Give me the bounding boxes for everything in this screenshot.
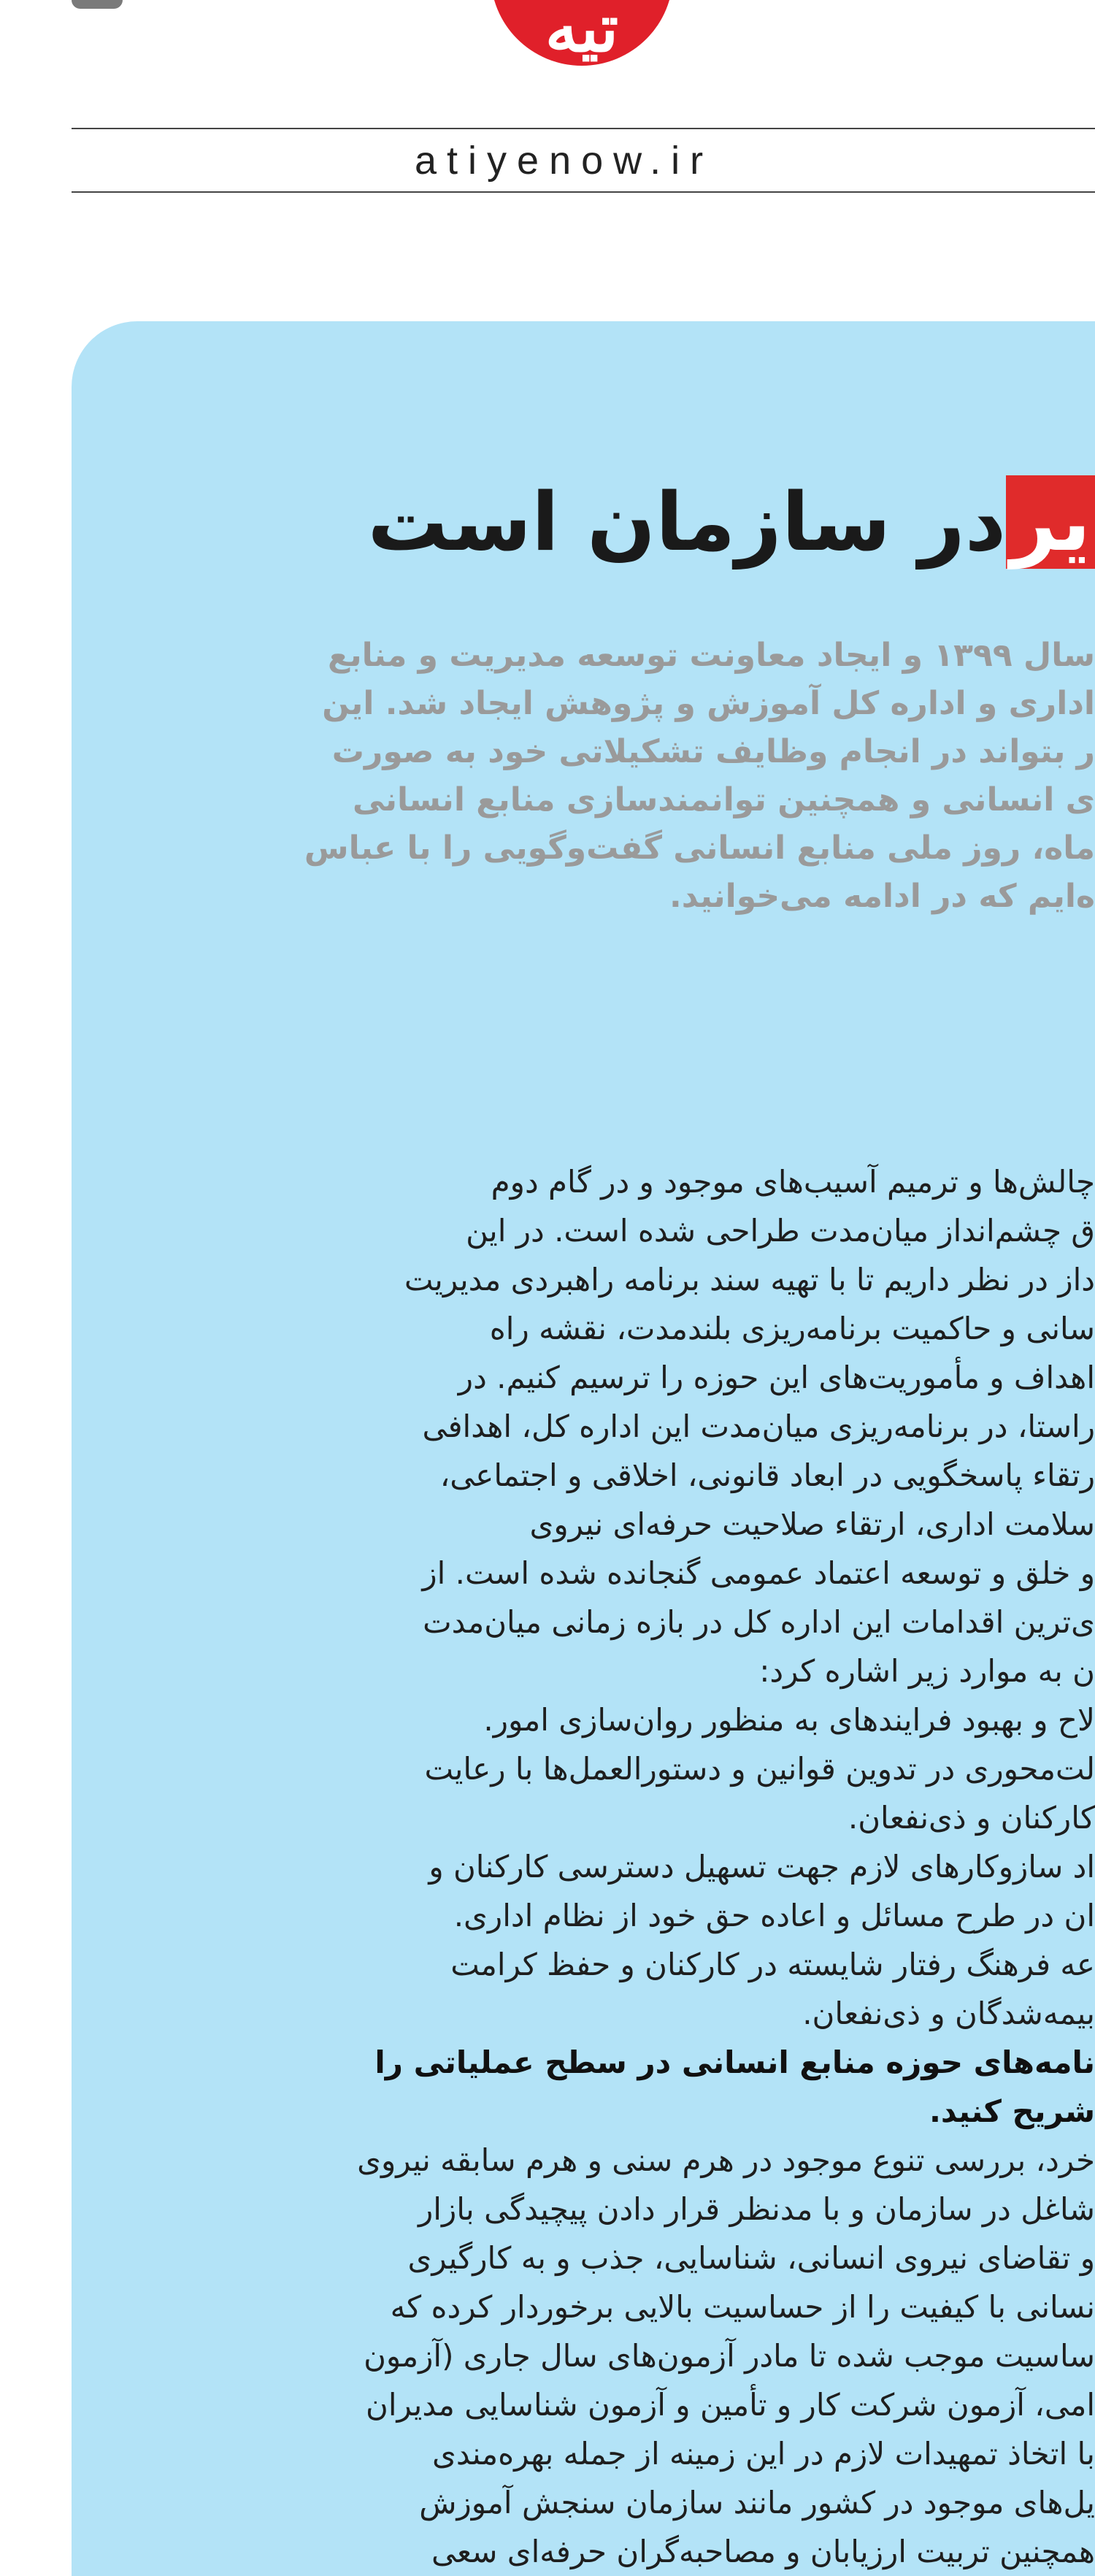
body-line: شاغل در سازمان و با مدنظر قرار دادن پیچیدگی بازار <box>418 2191 1095 2227</box>
body-line: بیمه‌شدگان و ذی‌نفعان. <box>802 1996 1095 2031</box>
site-url[interactable]: atiyenow.ir <box>415 139 714 183</box>
intro-line: اداری و اداره کل آموزش و پژوهش ایجاد شد. این <box>322 685 1095 722</box>
masthead-bottom-rule <box>72 191 1095 193</box>
intro-line: ی انسانی و همچنین توانمندسازی منابع انسانی <box>352 781 1095 819</box>
article-headline <box>367 467 1095 577</box>
masthead-logo[interactable] <box>491 0 673 66</box>
logo-glyph: تیه <box>545 0 619 67</box>
body-line: چالش‌ها و ترمیم آسیب‌های موجود و در گام دوم <box>491 1164 1095 1200</box>
article-body <box>357 1157 1095 2576</box>
body-line: لاح و بهبود فرایندهای به منظور روان‌سازی امور. <box>483 1702 1095 1738</box>
body-line: کارکنان و ذی‌نفعان. <box>848 1800 1095 1836</box>
corner-mark <box>72 0 123 9</box>
body-line: راستا، در برنامه‌ریزی میان‌مدت این اداره کل، اهدافی <box>422 1408 1095 1444</box>
headline-rest: در سازمان است <box>367 475 1007 569</box>
intro-line: سال ۱۳۹۹ و ایجاد معاونت توسعه مدیریت و منابع <box>328 637 1095 674</box>
body-line: لت‌محوری در تدوین قوانین و دستورالعمل‌ها با رعایت <box>424 1751 1095 1787</box>
body-line: ن به موارد زیر اشاره کرد: <box>759 1653 1095 1689</box>
intro-line: ر بتواند در انجام وظایف تشکیلاتی خود به صورت <box>331 733 1095 770</box>
article-intro <box>304 632 1095 921</box>
headline-highlight: یر <box>1006 475 1095 569</box>
body-line: نسانی با کیفیت را از حساسیت بالایی برخوردار کرده که <box>390 2289 1095 2325</box>
intro-line: ه‌ایم که در ادامه می‌خوانید. <box>669 878 1095 915</box>
question-line: نامه‌های حوزه منابع انسانی در سطح عملیاتی را <box>374 2044 1095 2080</box>
body-line: اد سازوکارهای لازم جهت تسهیل دسترسی کارکنان و <box>429 1849 1095 1885</box>
question-line: شریح کنید. <box>929 2093 1095 2129</box>
body-line: و خلق و توسعه اعتماد عمومی گنجانده شده است. از <box>422 1555 1095 1591</box>
body-line: و تقاضای نیروی انسانی، شناسایی، جذب و به کارگیری <box>407 2240 1095 2276</box>
body-line: با اتخاذ تمهیدات لازم در این زمینه از جمله بهره‌مندی <box>431 2436 1095 2472</box>
intro-line: ماه، روز ملی منابع انسانی گفت‌وگویی را با عباس <box>304 829 1095 867</box>
body-line: امی، آزمون شرکت کار و تأمین و آزمون شناسایی مدیران <box>366 2387 1095 2423</box>
body-line: ق چشم‌انداز میان‌مدت طراحی شده است. در این <box>466 1213 1095 1249</box>
body-line: سلامت اداری، ارتقاء صلاحیت حرفه‌ای نیروی <box>529 1506 1095 1542</box>
body-line: سانی و حاکمیت برنامه‌ریزی بلندمدت، نقشه راه <box>489 1311 1095 1346</box>
body-line: داز در نظر داریم تا با تهیه سند برنامه راهبردی مدیریت <box>404 1262 1095 1297</box>
masthead-top-rule <box>72 128 1095 129</box>
body-line: عه فرهنگ رفتار شایسته در کارکنان و حفظ کرامت <box>450 1947 1095 1982</box>
body-line: رتقاء پاسخگویی در ابعاد قانونی، اخلاقی و اجتماعی، <box>439 1457 1095 1493</box>
body-line: یل‌های موجود در کشور مانند سازمان سنجش آموزش <box>419 2485 1095 2521</box>
body-line: ان در طرح مسائل و اعاده حق خود از نظام اداری. <box>453 1898 1095 1933</box>
body-line: خرد، بررسی تنوع موجود در هرم سنی و هرم سابقه نیروی <box>357 2142 1095 2178</box>
body-line: همچنین تربیت ارزیابان و مصاحبه‌گران حرفه‌ای سعی <box>431 2534 1095 2569</box>
body-line: ساسیت موجب شده تا مادر آزمون‌های سال جاری (آزمون <box>364 2338 1095 2374</box>
body-line: اهداف و مأموریت‌های این حوزه را ترسیم کنیم. در <box>458 1360 1095 1395</box>
body-line: ی‌ترین اقدامات این اداره کل در بازه زمانی میان‌مدت <box>423 1604 1095 1640</box>
